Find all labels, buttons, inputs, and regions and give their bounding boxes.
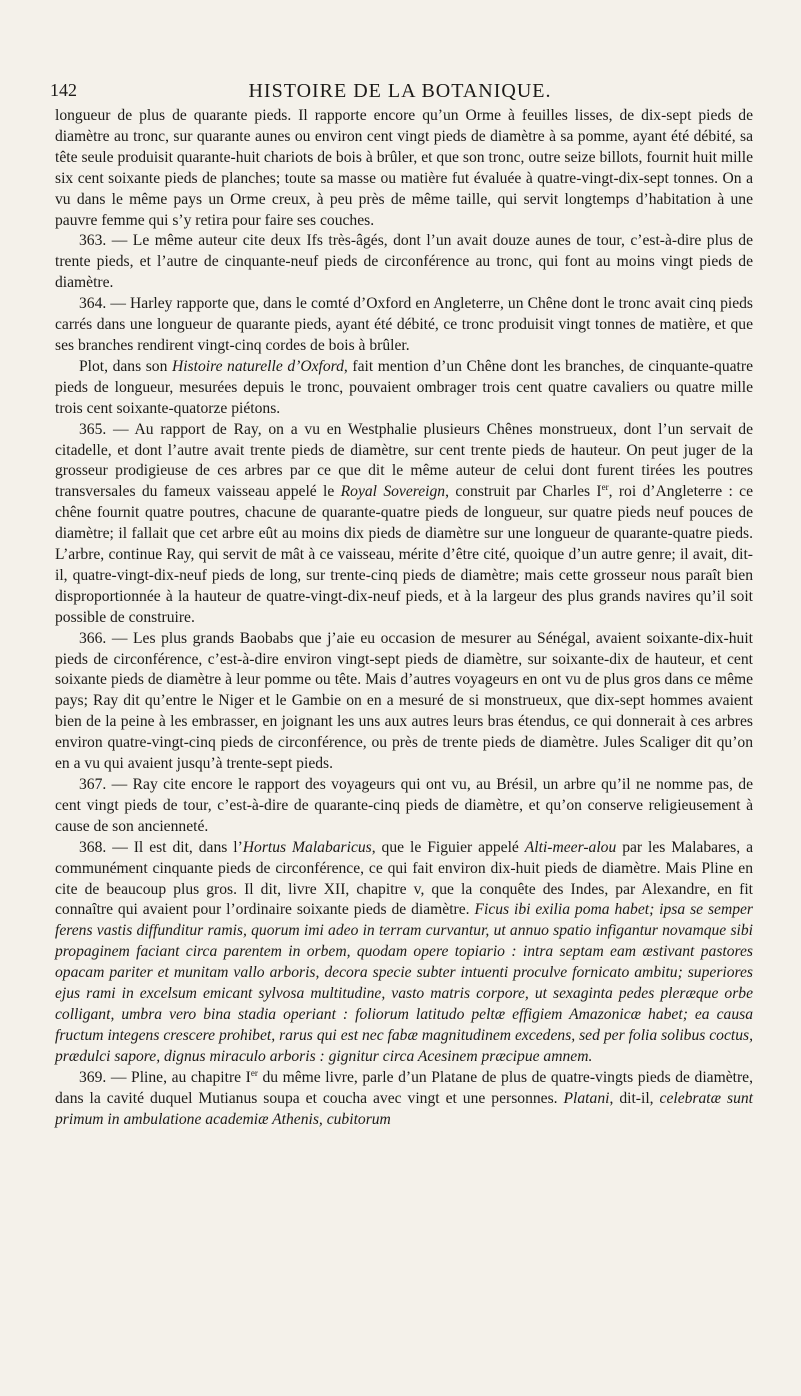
paragraph — [55, 420, 753, 629]
italic-text: Histoire naturelle d’Oxford — [171, 357, 344, 375]
text-segment: , dit-il, — [609, 1089, 660, 1107]
italic-text: Royal Sovereign — [340, 483, 446, 501]
italic-text: Hortus Malabaricus — [242, 838, 372, 856]
italic-text: Ficus ibi exilia poma habet; ipsa se semper ferens vastis diffunditur ramis, quorum imi adeo in terram curvantur, ut annuo spatio infigantur novamque sibi propaginem faciant circa parentem in orbem, quodam opere topiario : intra septam eam æstivant pastores opacam pariter et munitam vallo arboris, decora specie subter intuenti proculve fornicato ambitu; superiores ejus rami in excelsum emicant sylvosa multitudine, vasto matris corpore, ut sexaginta pedes pleræque orbe colligant, umbra vero bina stadia operiant : foliorum latitudo peltæ effigiem Amazonicæ habet; ea causa fructum integens crescere prohibet, rarus qui est nec fabæ magnitudinem excedens, sed per folia solibus coctus, prædulci sapore, dignus miraculo arboris : gignitur circa Acesinem præcipue amnem. — [55, 901, 753, 1065]
superscript: er — [250, 1067, 258, 1078]
paragraph — [55, 294, 753, 357]
italic-text: celebratæ sunt primum in ambulatione academiæ Athenis, cubitorum — [55, 1089, 753, 1128]
text-segment: du même livre, parle d’un Platane de plus de quatre-vingts pieds de diamètre, dans la cavité duquel Mutianus soupa et coucha avec vingt et une personnes. — [55, 1068, 753, 1107]
text-segment: 363. — Le même auteur cite deux Ifs très-âgés, dont l’un avait douze aunes de tour, c’est-à-dire plus de trente pieds, et l’autre de cinquante-neuf pieds de circonférence au tronc, qui font au moins vingt pieds de diamètre. — [55, 232, 753, 292]
text-segment: 368. — Il est dit, dans l’ — [79, 838, 243, 856]
text-segment: , construit par Charles I — [445, 483, 602, 501]
italic-text: Alti-meer-alou — [524, 838, 617, 856]
italic-text: Platani — [563, 1089, 610, 1107]
running-title: HISTOIRE DE LA BOTANIQUE. — [248, 80, 552, 102]
paragraph — [55, 775, 753, 838]
text-segment: 366. — Les plus grands Baobabs que j’aie eu occasion de mesurer au Sénégal, avaient soixante-dix-huit pieds de circonférence, c’est-à-dire environ vingt-sept pieds de diamètre, sur soixante-dix de hauteur, et cent soixante pieds de diamètre à leur pomme ou tête. Mais d’autres voyageurs en ont vu de plus gros dans ce même pays; Ray dit qu’entre le Niger et le Gambie on en a mesuré de si monstrueux, que dix-sept hommes avaient bien de la peine à les embrasser, en joignant les uns aux autres leurs bras étendus, ce qui donnerait à ces arbres environ quatre-vingt-cinq pieds de circonférence, ou près de trente pieds de diamètre. Jules Scaliger dit qu’on en a vu qui avaient jusqu’à trente-sept pieds. — [55, 629, 753, 773]
page-header — [50, 80, 750, 104]
page-number: 142 — [50, 80, 77, 100]
text-segment: 367. — Ray cite encore le rapport des voyageurs qui ont vu, au Brésil, un arbre qu’il ne nomme pas, de cent vingt pieds de tour, c’est-à-dire de quarante-cinq pieds de diamètre, et qu’on conserve religieusement à cause de son ancienneté. — [55, 776, 753, 835]
paragraph — [55, 1068, 753, 1131]
text-segment: 365. — Au rapport de Ray, on a vu en Westphalie plusieurs Chênes monstrueux, dont l’un servait de citadelle, et dont l’autre avait trente pieds de diamètre, sur cent trente pieds de hauteur. On peut juger de la grosseur prodigieuse de ces arbres par ce que dit le même auteur de celui dont furent tirées les poutres transversales du fameux vaisseau appelé le — [55, 420, 753, 501]
paragraph — [55, 231, 753, 294]
text-segment: , roi d’Angleterre : ce chêne fournit quatre poutres, chacune de quarante-quatre pieds de longueur, sur quatre pieds neuf pouces de diamètre; il fallait que cet arbre eût au moins dix pieds de diamètre sur une longueur de quarante-quatre pieds. L’arbre, continue Ray, qui servit de mât à ce vaisseau, mérite d’être cité, quoique d’un autre genre; il avait, dit-il, quatre-vingt-dix-neuf pieds de long, sur trente-cinq pieds de diamètre; mais cette grosseur nous paraît bien disproportionnée à la hauteur de quatre-vingt-dix-neuf pieds, et à la largeur des plus grands navires qu’il soit possible de construire. — [55, 483, 753, 626]
paragraph — [55, 838, 753, 1068]
text-segment: Plot, dans son — [79, 357, 172, 375]
text-segment: , que le Figuier appelé — [371, 838, 525, 856]
text-segment: , fait mention d’un Chêne dont les branches, de cinquante-quatre pieds de longueur, mesurées depuis le tronc, pouvaient ombrager trois cent quatre cavaliers ou quatre mille trois cent soixante-quatorze piétons. — [55, 357, 753, 417]
text-segment: 364. — Harley rapporte que, dans le comté d’Oxford en Angleterre, un Chêne dont le tronc avait cinq pieds carrés dans une longueur de quarante pieds, ayant été débité, ce tronc produisit vingt tonnes de matière, et que ses branches rendirent vingt-cinq cordes de bois à brûler. — [55, 295, 753, 354]
body-text — [55, 106, 753, 1130]
text-segment: longueur de plus de quarante pieds. Il rapporte encore qu’un Orme à feuilles lisses, de dix-sept pieds de diamètre au tronc, sur quarante aunes ou environ cent vingt pieds de diamètre à sa pomme, ayant été débité, sa tête seule produisit quarante-huit chariots de bois à brûler, et que son tronc, outre seize billots, fournit huit mille six cent soixante pieds de planches; toute sa masse ou matière fut évaluée à quatre-vingt-dix-sept tonnes. On a vu dans le même pays un Orme creux, à peu près de même taille, qui servit longtemps d’habitation à une pauvre femme qui s’y retira pour faire ses couches. — [55, 107, 753, 229]
text-segment: 369. — Pline, au chapitre I — [79, 1068, 251, 1086]
superscript: er — [601, 482, 609, 493]
paragraph — [55, 106, 753, 231]
paragraph — [55, 629, 753, 775]
paragraph — [55, 357, 753, 420]
text-segment: par les Malabares, a communément cinquante pieds de circonférence, ce qui fait environ dix-huit pieds de diamètre. Mais Pline en cite de beaucoup plus gros. Il dit, livre XII, chapitre v, que la conquête des Indes, par Alexandre, en fit connaître qui avaient pour l’ordinaire soixante pieds de diamètre. — [55, 838, 753, 919]
